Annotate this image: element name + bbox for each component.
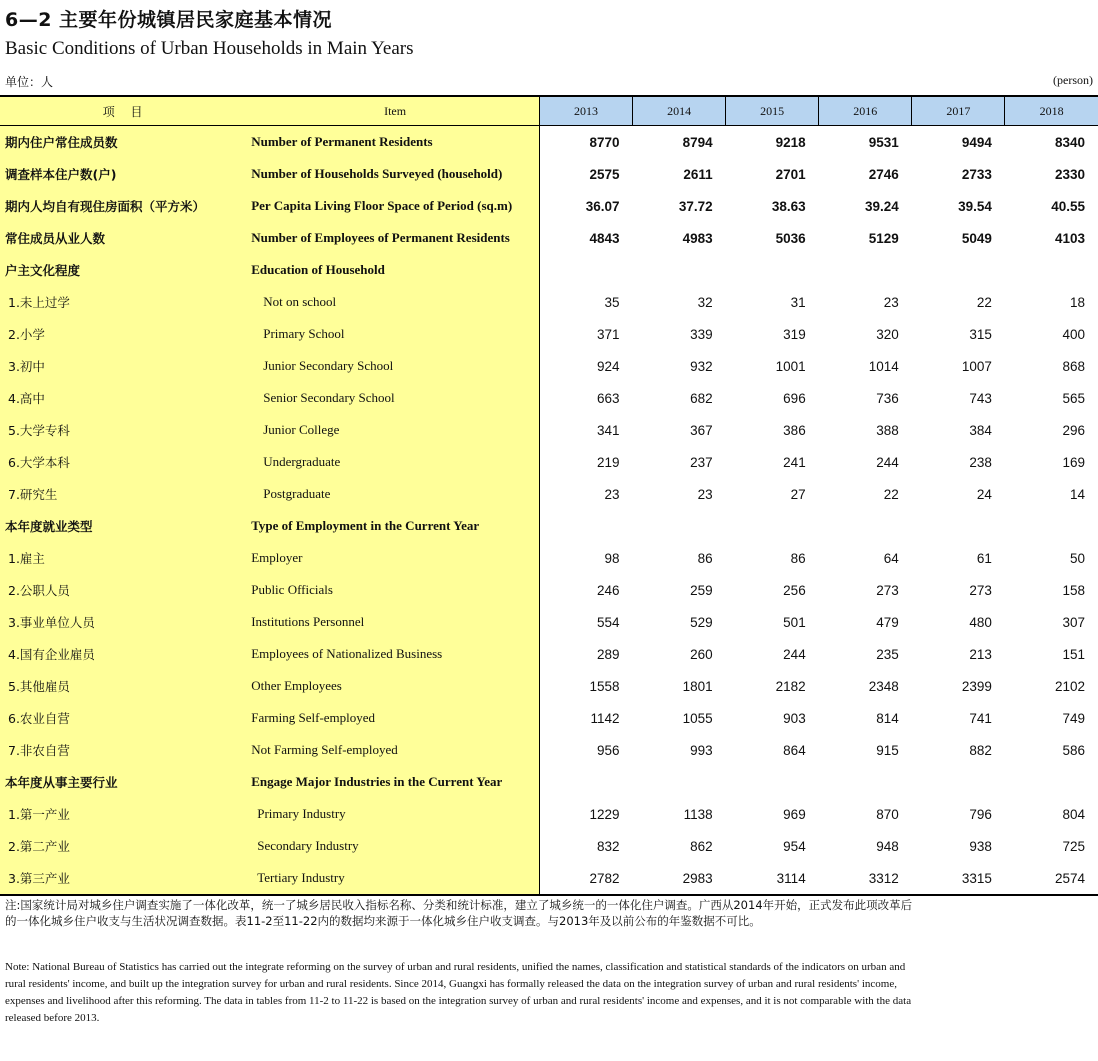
value-cell: 565 bbox=[1062, 390, 1085, 406]
row-label-cn: 3.事业单位人员 bbox=[0, 606, 251, 638]
row-label-en: Institutions Personnel bbox=[251, 606, 539, 638]
row-label-en: Not Farming Self-employed bbox=[251, 734, 539, 766]
value-cell: 23 bbox=[604, 486, 620, 502]
value-cell: 36.07 bbox=[585, 198, 620, 214]
value-cell: 273 bbox=[969, 582, 992, 598]
value-cell: 969 bbox=[783, 806, 806, 822]
value-cell: 586 bbox=[1062, 742, 1085, 758]
table-row bbox=[0, 638, 1098, 670]
row-label-en: Number of Households Surveyed (household) bbox=[251, 158, 539, 190]
table-row bbox=[0, 446, 1098, 478]
value-cell bbox=[912, 510, 1005, 542]
row-label-en: Employer bbox=[251, 542, 539, 574]
value-cell: 39.54 bbox=[958, 198, 992, 214]
table-row bbox=[0, 478, 1098, 510]
value-cell: 741 bbox=[969, 710, 992, 726]
row-label-en: Senior Secondary School bbox=[251, 382, 539, 414]
value-cell: 1558 bbox=[589, 678, 620, 694]
value-cell bbox=[633, 510, 726, 542]
value-cell: 501 bbox=[783, 614, 806, 630]
value-cell: 743 bbox=[969, 390, 992, 406]
table-header-row bbox=[0, 96, 1098, 126]
value-cell: 14 bbox=[1069, 486, 1085, 502]
value-cell: 5036 bbox=[775, 230, 806, 246]
value-cell: 932 bbox=[690, 358, 713, 374]
value-cell: 862 bbox=[690, 838, 713, 854]
value-cell: 954 bbox=[783, 838, 806, 854]
value-cell: 259 bbox=[690, 582, 713, 598]
row-label-cn: 3.初中 bbox=[0, 350, 251, 382]
value-cell: 948 bbox=[876, 838, 899, 854]
value-cell: 39.24 bbox=[864, 198, 899, 214]
table-row bbox=[0, 318, 1098, 350]
value-cell: 50 bbox=[1069, 550, 1085, 566]
row-label-en: Employees of Nationalized Business bbox=[251, 638, 539, 670]
value-cell: 1014 bbox=[868, 358, 899, 374]
value-cell: 4843 bbox=[589, 230, 620, 246]
row-label-cn: 7.非农自营 bbox=[0, 734, 251, 766]
row-label-cn: 常住成员从业人数 bbox=[0, 222, 251, 254]
header-year: 2016 bbox=[819, 96, 912, 126]
row-label-en: Primary School bbox=[251, 318, 539, 350]
value-cell: 2983 bbox=[633, 862, 726, 895]
value-cell: 8794 bbox=[682, 134, 713, 150]
value-cell: 315 bbox=[969, 326, 992, 342]
value-cell: 61 bbox=[976, 550, 992, 566]
value-cell: 37.72 bbox=[678, 198, 713, 214]
value-cell: 2782 bbox=[539, 862, 632, 895]
value-cell: 725 bbox=[1062, 838, 1085, 854]
value-cell: 158 bbox=[1062, 582, 1085, 598]
row-label-en: Tertiary Industry bbox=[251, 862, 539, 895]
value-cell bbox=[633, 766, 726, 798]
value-cell: 2182 bbox=[775, 678, 806, 694]
value-cell: 2102 bbox=[1054, 678, 1085, 694]
header-item-cn: 项 目 bbox=[0, 96, 251, 126]
value-cell: 169 bbox=[1062, 454, 1085, 470]
value-cell: 22 bbox=[976, 294, 992, 310]
value-cell: 749 bbox=[1062, 710, 1085, 726]
row-label-cn: 本年度就业类型 bbox=[0, 510, 251, 542]
value-cell bbox=[539, 254, 632, 286]
row-label-cn: 1.第一产业 bbox=[0, 798, 251, 830]
value-cell: 8770 bbox=[589, 134, 620, 150]
value-cell: 2330 bbox=[1054, 166, 1085, 182]
value-cell: 307 bbox=[1062, 614, 1085, 630]
row-label-en: Secondary Industry bbox=[251, 830, 539, 862]
value-cell: 480 bbox=[969, 614, 992, 630]
note-en: Note: National Bureau of Statistics has carried out the integrate reforming on the survey of urban and rural residents, unified the names, classification and statistical standards of the indicators on urban and rural residents' income, and built up the integration survey for urban and rural residents. Since 2014, Guangxi has formally released the data on the integration survey of urban and rural residents' income, expenses and livelihood after this reforming. The data in tables from 11-2 to 11-22 is based on the integration survey of urban and rural residents' income and expenses, and it is not comparable with the data released before 2013. bbox=[5, 961, 912, 1024]
header-year: 2018 bbox=[1005, 96, 1098, 126]
value-cell: 796 bbox=[969, 806, 992, 822]
value-cell: 241 bbox=[783, 454, 806, 470]
value-cell: 32 bbox=[697, 294, 713, 310]
value-cell: 98 bbox=[604, 550, 620, 566]
table-row bbox=[0, 766, 1098, 798]
value-cell: 938 bbox=[969, 838, 992, 854]
value-cell bbox=[726, 254, 819, 286]
value-cell: 814 bbox=[876, 710, 899, 726]
value-cell bbox=[1005, 254, 1098, 286]
value-cell: 864 bbox=[783, 742, 806, 758]
value-cell: 273 bbox=[876, 582, 899, 598]
value-cell: 2611 bbox=[683, 166, 713, 182]
value-cell: 4983 bbox=[682, 230, 713, 246]
value-cell: 219 bbox=[597, 454, 620, 470]
row-label-cn: 期内住户常住成员数 bbox=[0, 126, 251, 159]
value-cell: 40.55 bbox=[1051, 198, 1085, 214]
value-cell: 27 bbox=[790, 486, 806, 502]
table-row bbox=[0, 126, 1098, 159]
row-label-cn: 2.公职人员 bbox=[0, 574, 251, 606]
value-cell: 3114 bbox=[726, 862, 819, 895]
table-row bbox=[0, 510, 1098, 542]
value-cell: 2746 bbox=[868, 166, 899, 182]
value-cell bbox=[819, 510, 912, 542]
value-cell: 319 bbox=[783, 326, 806, 342]
row-label-en: Primary Industry bbox=[251, 798, 539, 830]
value-cell: 1142 bbox=[590, 710, 620, 726]
header-year: 2014 bbox=[633, 96, 726, 126]
value-cell: 367 bbox=[690, 422, 713, 438]
value-cell: 296 bbox=[1062, 422, 1085, 438]
row-label-cn: 期内人均自有现住房面积（平方米） bbox=[0, 190, 251, 222]
value-cell: 339 bbox=[690, 326, 713, 342]
row-label-en: Junior Secondary School bbox=[251, 350, 539, 382]
row-label-cn: 6.农业自营 bbox=[0, 702, 251, 734]
row-label-en: Type of Employment in the Current Year bbox=[251, 510, 539, 542]
row-label-en: Postgraduate bbox=[251, 478, 539, 510]
row-label-en: Public Officials bbox=[251, 574, 539, 606]
table-row bbox=[0, 286, 1098, 318]
value-cell: 8340 bbox=[1054, 134, 1085, 150]
row-label-en: Farming Self-employed bbox=[251, 702, 539, 734]
table-row bbox=[0, 830, 1098, 862]
value-cell: 235 bbox=[876, 646, 899, 662]
value-cell: 956 bbox=[597, 742, 620, 758]
value-cell: 18 bbox=[1069, 294, 1085, 310]
row-label-en: Education of Household bbox=[251, 254, 539, 286]
table-row bbox=[0, 734, 1098, 766]
value-cell bbox=[539, 510, 632, 542]
header-year: 2015 bbox=[726, 96, 819, 126]
value-cell: 2348 bbox=[868, 678, 899, 694]
table-row bbox=[0, 158, 1098, 190]
value-cell: 832 bbox=[597, 838, 620, 854]
value-cell: 260 bbox=[690, 646, 713, 662]
value-cell: 736 bbox=[876, 390, 899, 406]
table-row bbox=[0, 350, 1098, 382]
value-cell: 320 bbox=[876, 326, 899, 342]
value-cell bbox=[1005, 510, 1098, 542]
value-cell: 35 bbox=[604, 294, 620, 310]
value-cell: 151 bbox=[1062, 646, 1085, 662]
value-cell: 1801 bbox=[682, 678, 713, 694]
value-cell: 479 bbox=[876, 614, 899, 630]
value-cell: 2575 bbox=[589, 166, 620, 182]
row-label-en: Other Employees bbox=[251, 670, 539, 702]
value-cell: 400 bbox=[1062, 326, 1085, 342]
row-label-cn: 本年度从事主要行业 bbox=[0, 766, 251, 798]
row-label-cn: 调查样本住户数(户) bbox=[0, 158, 251, 190]
value-cell: 2574 bbox=[1005, 862, 1098, 895]
row-label-cn: 2.小学 bbox=[0, 318, 251, 350]
value-cell: 22 bbox=[883, 486, 899, 502]
value-cell: 804 bbox=[1062, 806, 1085, 822]
table-row bbox=[0, 574, 1098, 606]
value-cell: 23 bbox=[883, 294, 899, 310]
table-row bbox=[0, 798, 1098, 830]
value-cell: 386 bbox=[783, 422, 806, 438]
value-cell: 4103 bbox=[1054, 230, 1085, 246]
value-cell bbox=[819, 766, 912, 798]
page-title-en: Basic Conditions of Urban Households in Main Years bbox=[5, 38, 414, 59]
page-title-cn: 6—2 主要年份城镇居民家庭基本情况 bbox=[5, 9, 333, 31]
row-label-en: Number of Employees of Permanent Residents bbox=[251, 222, 539, 254]
value-cell: 554 bbox=[597, 614, 620, 630]
value-cell: 86 bbox=[790, 550, 806, 566]
table-row bbox=[0, 190, 1098, 222]
table-row bbox=[0, 414, 1098, 446]
value-cell: 663 bbox=[597, 390, 620, 406]
value-cell: 696 bbox=[783, 390, 806, 406]
value-cell: 23 bbox=[697, 486, 713, 502]
value-cell: 2399 bbox=[961, 678, 992, 694]
table-body bbox=[0, 126, 1098, 896]
value-cell bbox=[726, 510, 819, 542]
value-cell: 256 bbox=[783, 582, 806, 598]
value-cell: 2733 bbox=[961, 166, 992, 182]
header-year: 2013 bbox=[539, 96, 632, 126]
value-cell bbox=[1005, 766, 1098, 798]
value-cell: 2701 bbox=[775, 166, 806, 182]
row-label-cn: 1.雇主 bbox=[0, 542, 251, 574]
table-row bbox=[0, 542, 1098, 574]
value-cell: 9494 bbox=[961, 134, 992, 150]
row-label-en: Undergraduate bbox=[251, 446, 539, 478]
value-cell: 341 bbox=[597, 422, 620, 438]
value-cell: 993 bbox=[690, 742, 713, 758]
value-cell: 371 bbox=[597, 326, 620, 342]
value-cell: 529 bbox=[690, 614, 713, 630]
row-label-cn: 1.未上过学 bbox=[0, 286, 251, 318]
unit-label-cn: 单位：人 bbox=[5, 75, 54, 89]
value-cell: 64 bbox=[883, 550, 899, 566]
data-table bbox=[0, 95, 1098, 896]
value-cell: 5049 bbox=[961, 230, 992, 246]
row-label-en: Per Capita Living Floor Space of Period (sq.m) bbox=[251, 190, 539, 222]
row-label-cn: 4.国有企业雇员 bbox=[0, 638, 251, 670]
value-cell: 238 bbox=[969, 454, 992, 470]
value-cell: 9531 bbox=[868, 134, 899, 150]
value-cell: 246 bbox=[597, 582, 620, 598]
value-cell: 903 bbox=[783, 710, 806, 726]
table-row bbox=[0, 254, 1098, 286]
value-cell bbox=[912, 254, 1005, 286]
value-cell: 1229 bbox=[589, 806, 620, 822]
value-cell bbox=[726, 766, 819, 798]
table-row bbox=[0, 222, 1098, 254]
row-label-en: Number of Permanent Residents bbox=[251, 126, 539, 159]
value-cell bbox=[912, 766, 1005, 798]
row-label-en: Junior College bbox=[251, 414, 539, 446]
value-cell: 882 bbox=[969, 742, 992, 758]
table-row bbox=[0, 862, 1098, 895]
table-row bbox=[0, 382, 1098, 414]
value-cell: 924 bbox=[597, 358, 620, 374]
value-cell: 3312 bbox=[819, 862, 912, 895]
value-cell: 244 bbox=[876, 454, 899, 470]
value-cell: 1138 bbox=[683, 806, 713, 822]
table-row bbox=[0, 670, 1098, 702]
row-label-cn: 4.高中 bbox=[0, 382, 251, 414]
table-row bbox=[0, 606, 1098, 638]
row-label-cn: 2.第二产业 bbox=[0, 830, 251, 862]
value-cell: 868 bbox=[1062, 358, 1085, 374]
value-cell: 289 bbox=[597, 646, 620, 662]
row-label-cn: 5.其他雇员 bbox=[0, 670, 251, 702]
note-cn: 注:国家统计局对城乡住户调查实施了一体化改革，统一了城乡居民收入指标名称、分类和统计标准，建立了城乡统一的一体化住户调查。广西从2014年开始，正式发布此项改革后的一体化城乡住户收支与生活状况调查数据。表11-2至11-22内的数据均来源于一体化城乡住户收支调查。与2013年及以前公布的年鉴数据不可比。 bbox=[5, 898, 913, 928]
row-label-en: Engage Major Industries in the Current Year bbox=[251, 766, 539, 798]
value-cell: 1001 bbox=[775, 358, 806, 374]
value-cell: 24 bbox=[976, 486, 992, 502]
value-cell: 244 bbox=[783, 646, 806, 662]
value-cell bbox=[633, 254, 726, 286]
value-cell: 1007 bbox=[961, 358, 992, 374]
row-label-cn: 3.第三产业 bbox=[0, 862, 251, 895]
value-cell: 31 bbox=[790, 294, 806, 310]
value-cell: 3315 bbox=[912, 862, 1005, 895]
row-label-en: Not on school bbox=[251, 286, 539, 318]
header-year: 2017 bbox=[912, 96, 1005, 126]
value-cell: 870 bbox=[876, 806, 899, 822]
value-cell bbox=[539, 766, 632, 798]
value-cell: 384 bbox=[969, 422, 992, 438]
value-cell: 388 bbox=[876, 422, 899, 438]
value-cell: 237 bbox=[690, 454, 713, 470]
header-item-en: Item bbox=[251, 96, 539, 126]
table-row bbox=[0, 702, 1098, 734]
value-cell: 682 bbox=[690, 390, 713, 406]
value-cell: 86 bbox=[697, 550, 713, 566]
value-cell: 5129 bbox=[868, 230, 899, 246]
unit-label-en: (person) bbox=[1053, 73, 1093, 87]
value-cell bbox=[819, 254, 912, 286]
value-cell: 9218 bbox=[775, 134, 806, 150]
value-cell: 213 bbox=[969, 646, 992, 662]
row-label-cn: 5.大学专科 bbox=[0, 414, 251, 446]
value-cell: 1055 bbox=[682, 710, 713, 726]
row-label-cn: 6.大学本科 bbox=[0, 446, 251, 478]
row-label-cn: 户主文化程度 bbox=[0, 254, 251, 286]
row-label-cn: 7.研究生 bbox=[0, 478, 251, 510]
value-cell: 915 bbox=[876, 742, 899, 758]
value-cell: 38.63 bbox=[771, 198, 806, 214]
